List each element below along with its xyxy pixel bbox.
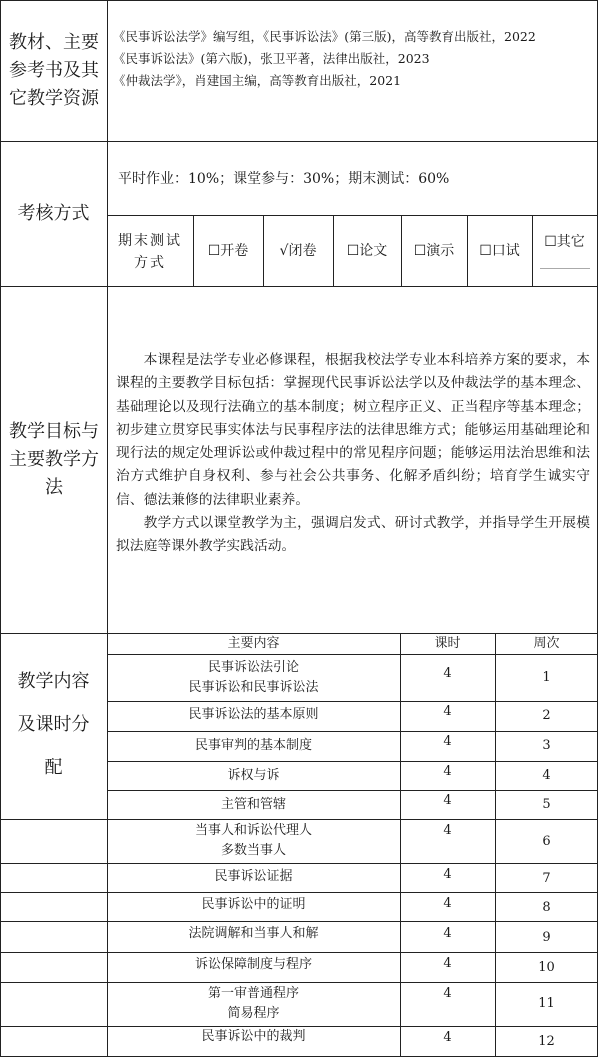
resources-list [113, 26, 593, 92]
final-exam-method-label: 期末测试方式 [118, 233, 182, 271]
row-week: 7 [542, 871, 551, 886]
row-week: 3 [542, 738, 551, 753]
row-hours: 4 [443, 867, 452, 882]
row-week: 5 [542, 797, 551, 812]
schedule-label-line: 配 [44, 757, 63, 778]
option-closed-book[interactable] [263, 236, 333, 266]
row-content-line: 第一审普通程序 [207, 986, 299, 1001]
row-week: 6 [542, 834, 551, 849]
row-week: 11 [538, 996, 555, 1011]
row-week: 2 [542, 708, 551, 723]
row-hours: 4 [443, 704, 452, 719]
row-hours: 4 [443, 823, 452, 838]
row-content: 诉权与诉 [227, 767, 280, 783]
row-content [107, 819, 400, 863]
resources-label: 教材、主要参考书及其它教学资源 [9, 32, 99, 109]
row-hours: 4 [443, 764, 452, 779]
schedule-label-line: 及课时分 [17, 714, 90, 735]
section-divider [107, 215, 598, 216]
row-content: 民事诉讼证据 [214, 868, 293, 884]
row-content-line: 民事诉讼和民事诉讼法 [188, 679, 319, 695]
checkbox-icon: ☐ [413, 243, 427, 259]
objectives-paragraph: 本课程是法学专业必修课程，根据我校法学专业本科培养方案的要求，本课程的主要教学目标包括：掌握现代民事诉讼法学以及仲裁法学的基本理念、基础理论以及现行法确立的基本制度；树立程序正义、正当程序等基本理念；初步建立贯穿民事实体法与民事程序法的法律思维方式；能够运用基础理论和现行法的规定处理诉讼或仲裁过程中的常见程序问题；能够运用法治思维和法治方式维护自身权利、参与社会公共事务、化解矛盾纠纷；培育学生诚实守信、德法兼修的法律职业素养。 [116, 352, 590, 508]
assessment-label: 考核方式 [17, 203, 90, 224]
border-bottom [0, 1056, 598, 1057]
option-other[interactable] [532, 228, 597, 256]
row-content [107, 654, 400, 701]
header-week: 周次 [533, 635, 560, 651]
row-hours: 4 [443, 956, 452, 971]
row-content: 民事诉讼中的证明 [201, 897, 306, 912]
option-label: 闭卷 [288, 243, 317, 259]
row-hours: 4 [443, 734, 452, 749]
row-content: 主管和管辖 [220, 796, 286, 812]
header-content: 主要内容 [227, 635, 280, 651]
row-content: 民事诉讼中的裁判 [201, 1029, 306, 1044]
row-week: 9 [542, 930, 551, 945]
row-content [107, 982, 400, 1026]
check-mark-icon: √ [279, 243, 289, 259]
option-presentation[interactable] [401, 236, 467, 266]
row-hours: 4 [443, 926, 452, 941]
option-open-book[interactable] [193, 236, 263, 266]
border-top [0, 0, 598, 1]
row-week: 12 [538, 1034, 555, 1049]
schedule-label-line: 教学内容 [17, 671, 90, 692]
row-hours: 4 [443, 666, 452, 681]
schedule-label [0, 660, 107, 789]
row-hours: 4 [443, 896, 452, 911]
row-week: 1 [542, 670, 551, 685]
row-content: 民事诉讼法的基本原则 [188, 707, 319, 722]
other-fill-line [540, 268, 590, 269]
option-oral-exam[interactable] [467, 236, 532, 266]
row-content: 民事审判的基本制度 [194, 738, 312, 753]
checkbox-icon: ☐ [207, 243, 221, 259]
resource-item: 《民事诉讼法学》编写组，《民事诉讼法》(第三版)，高等教育出版社，2022 [113, 29, 536, 44]
option-essay[interactable] [333, 236, 401, 266]
row-content-line: 简易程序 [227, 1006, 280, 1021]
option-label: 其它 [556, 234, 585, 250]
option-label: 开卷 [220, 243, 249, 259]
objectives-text [116, 349, 590, 559]
checkbox-icon: ☐ [479, 243, 492, 259]
row-hours: 4 [443, 793, 452, 808]
assessment-weights: 平时作业：10%；课堂参与：30%；期末测试：60% [118, 171, 450, 187]
objectives-label: 教学目标与主要教学方法 [9, 421, 99, 498]
row-hours: 4 [443, 1030, 452, 1045]
option-label: 口试 [491, 243, 520, 259]
header-hours: 课时 [434, 635, 461, 651]
row-week: 10 [538, 960, 555, 975]
checkbox-icon: ☐ [544, 234, 557, 250]
checkbox-icon: ☐ [346, 243, 360, 259]
resource-item: 《民事诉讼法》(第六版)，张卫平著，法律出版社，2023 [113, 51, 430, 66]
methods-paragraph: 教学方式以课堂教学为主，强调启发式、研讨式教学，并指导学生开展模拟法庭等课外教学实践活动。 [116, 515, 590, 555]
option-label: 论文 [359, 243, 388, 259]
row-content-line: 民事诉讼法引论 [207, 659, 299, 675]
row-content: 诉讼保障制度与程序 [194, 957, 312, 972]
row-content: 法院调解和当事人和解 [188, 926, 319, 941]
resource-item: 《仲裁法学》，肖建国主编，高等教育出版社，2021 [113, 73, 402, 88]
row-hours: 4 [443, 986, 452, 1001]
row-content-line: 当事人和诉讼代理人 [194, 823, 312, 838]
row-week: 4 [542, 768, 551, 783]
option-label: 演示 [426, 243, 455, 259]
row-content-line: 多数当事人 [220, 843, 286, 858]
row-week: 8 [542, 900, 551, 915]
